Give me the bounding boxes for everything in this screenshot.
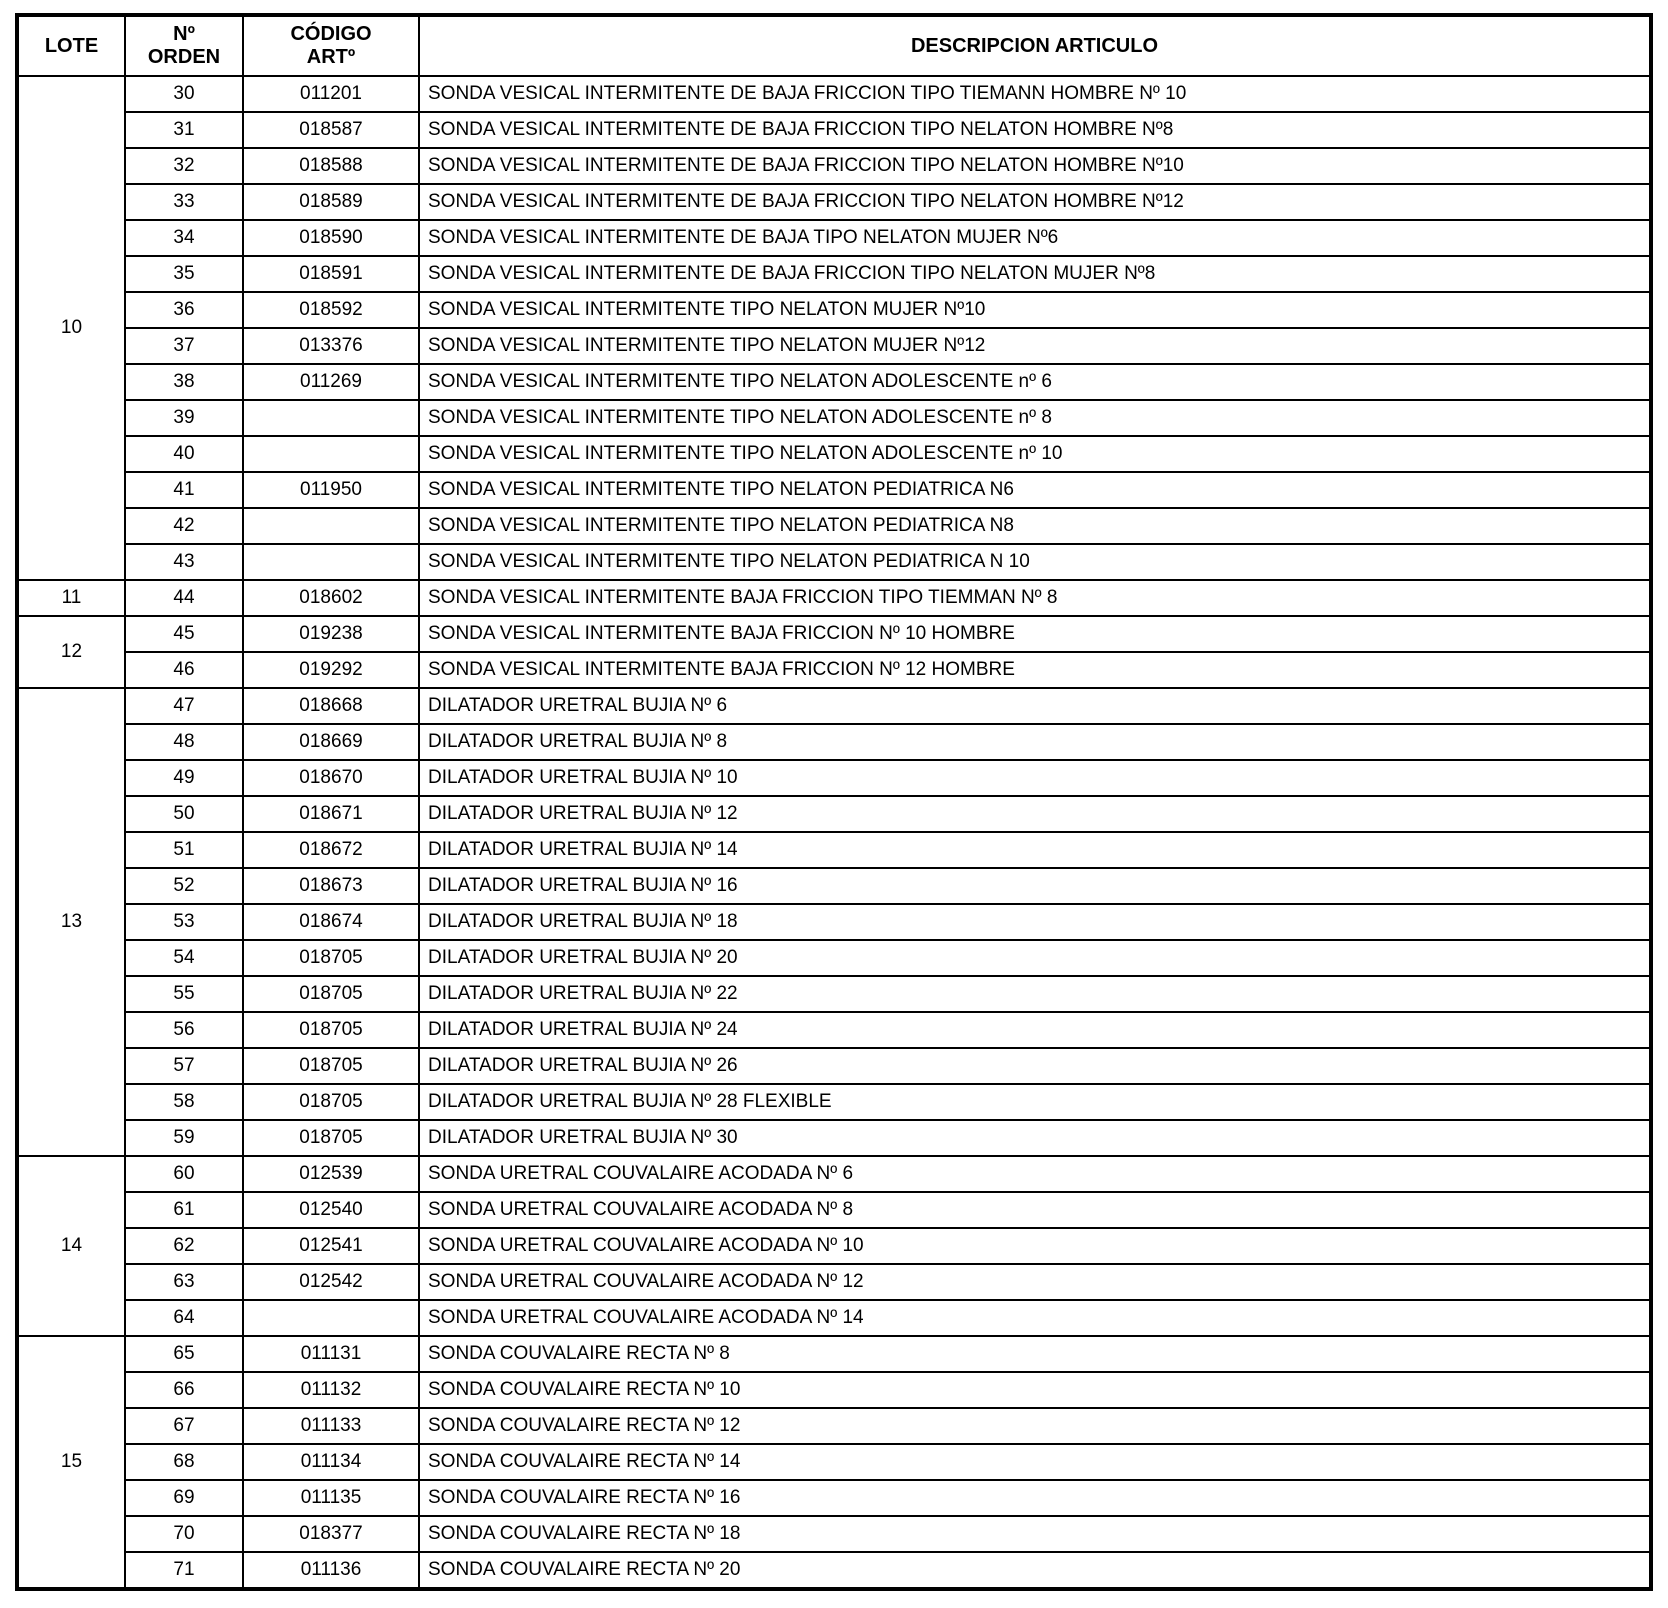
descripcion-cell: SONDA URETRAL COUVALAIRE ACODADA Nº 14 xyxy=(419,1300,1651,1336)
descripcion-cell: SONDA VESICAL INTERMITENTE TIPO NELATON ADOLESCENTE nº 10 xyxy=(419,436,1651,472)
header-cell-lote: LOTE xyxy=(17,15,125,76)
orden-cell: 53 xyxy=(125,904,243,940)
orden-cell: 70 xyxy=(125,1516,243,1552)
table-row xyxy=(17,256,1651,292)
codigo-cell: 018671 xyxy=(243,796,419,832)
descripcion-cell: DILATADOR URETRAL BUJIA Nº 10 xyxy=(419,760,1651,796)
orden-cell: 60 xyxy=(125,1156,243,1192)
codigo-cell: 018705 xyxy=(243,1084,419,1120)
table-row xyxy=(17,1336,1651,1372)
descripcion-cell: SONDA VESICAL INTERMITENTE DE BAJA FRICCION TIPO NELATON HOMBRE Nº12 xyxy=(419,184,1651,220)
orden-cell: 65 xyxy=(125,1336,243,1372)
orden-cell: 41 xyxy=(125,472,243,508)
table-row xyxy=(17,1228,1651,1264)
codigo-cell: 018668 xyxy=(243,688,419,724)
codigo-cell: 018589 xyxy=(243,184,419,220)
codigo-cell: 013376 xyxy=(243,328,419,364)
orden-cell: 34 xyxy=(125,220,243,256)
orden-cell: 68 xyxy=(125,1444,243,1480)
descripcion-cell: DILATADOR URETRAL BUJIA Nº 12 xyxy=(419,796,1651,832)
orden-cell: 31 xyxy=(125,112,243,148)
lote-cell: 10 xyxy=(17,76,125,580)
table-row xyxy=(17,364,1651,400)
table-row xyxy=(17,616,1651,652)
descripcion-cell: DILATADOR URETRAL BUJIA Nº 20 xyxy=(419,940,1651,976)
orden-cell: 55 xyxy=(125,976,243,1012)
descripcion-cell: SONDA URETRAL COUVALAIRE ACODADA Nº 6 xyxy=(419,1156,1651,1192)
codigo-cell: 018705 xyxy=(243,1120,419,1156)
codigo-cell xyxy=(243,400,419,436)
orden-cell: 37 xyxy=(125,328,243,364)
codigo-cell: 018590 xyxy=(243,220,419,256)
orden-cell: 61 xyxy=(125,1192,243,1228)
codigo-cell: 018672 xyxy=(243,832,419,868)
descripcion-cell: SONDA VESICAL INTERMITENTE DE BAJA FRICCION TIPO TIEMANN HOMBRE Nº 10 xyxy=(419,76,1651,112)
orden-cell: 66 xyxy=(125,1372,243,1408)
orden-cell: 56 xyxy=(125,1012,243,1048)
table-row xyxy=(17,652,1651,688)
table-row xyxy=(17,292,1651,328)
table-row xyxy=(17,1192,1651,1228)
codigo-cell xyxy=(243,1300,419,1336)
table-header xyxy=(17,15,1651,76)
codigo-cell: 011133 xyxy=(243,1408,419,1444)
descripcion-cell: SONDA VESICAL INTERMITENTE DE BAJA FRICCION TIPO NELATON HOMBRE Nº8 xyxy=(419,112,1651,148)
descripcion-cell: DILATADOR URETRAL BUJIA Nº 6 xyxy=(419,688,1651,724)
lote-cell: 14 xyxy=(17,1156,125,1336)
descripcion-cell: SONDA COUVALAIRE RECTA Nº 16 xyxy=(419,1480,1651,1516)
table-row xyxy=(17,724,1651,760)
orden-cell: 39 xyxy=(125,400,243,436)
descripcion-cell: SONDA VESICAL INTERMITENTE DE BAJA FRICCION TIPO NELATON MUJER Nº8 xyxy=(419,256,1651,292)
table-row xyxy=(17,76,1651,112)
orden-cell: 50 xyxy=(125,796,243,832)
table-row xyxy=(17,1084,1651,1120)
codigo-cell: 011201 xyxy=(243,76,419,112)
table-row xyxy=(17,580,1651,616)
orden-cell: 32 xyxy=(125,148,243,184)
table-row xyxy=(17,1264,1651,1300)
header-cell-codigo: CÓDIGO ARTº xyxy=(243,15,419,76)
descripcion-cell: SONDA URETRAL COUVALAIRE ACODADA Nº 10 xyxy=(419,1228,1651,1264)
codigo-cell: 018705 xyxy=(243,976,419,1012)
table-row xyxy=(17,1516,1651,1552)
table-row xyxy=(17,940,1651,976)
table-row xyxy=(17,508,1651,544)
orden-cell: 48 xyxy=(125,724,243,760)
orden-cell: 59 xyxy=(125,1120,243,1156)
table-row xyxy=(17,220,1651,256)
orden-cell: 64 xyxy=(125,1300,243,1336)
codigo-cell: 018592 xyxy=(243,292,419,328)
descripcion-cell: SONDA VESICAL INTERMITENTE TIPO NELATON PEDIATRICA N6 xyxy=(419,472,1651,508)
table-row xyxy=(17,1156,1651,1192)
table-row xyxy=(17,868,1651,904)
table-row xyxy=(17,472,1651,508)
codigo-cell: 018602 xyxy=(243,580,419,616)
codigo-cell: 019292 xyxy=(243,652,419,688)
descripcion-cell: SONDA URETRAL COUVALAIRE ACODADA Nº 12 xyxy=(419,1264,1651,1300)
orden-cell: 38 xyxy=(125,364,243,400)
codigo-cell: 012541 xyxy=(243,1228,419,1264)
lote-cell: 13 xyxy=(17,688,125,1156)
codigo-cell: 012539 xyxy=(243,1156,419,1192)
codigo-cell: 012540 xyxy=(243,1192,419,1228)
descripcion-cell: DILATADOR URETRAL BUJIA Nº 16 xyxy=(419,868,1651,904)
codigo-cell: 018705 xyxy=(243,1012,419,1048)
codigo-cell: 019238 xyxy=(243,616,419,652)
descripcion-cell: SONDA VESICAL INTERMITENTE TIPO NELATON PEDIATRICA N 10 xyxy=(419,544,1651,580)
orden-cell: 44 xyxy=(125,580,243,616)
descripcion-cell: SONDA VESICAL INTERMITENTE BAJA FRICCION Nº 12 HOMBRE xyxy=(419,652,1651,688)
descripcion-cell: DILATADOR URETRAL BUJIA Nº 26 xyxy=(419,1048,1651,1084)
lote-cell: 15 xyxy=(17,1336,125,1589)
table-row xyxy=(17,184,1651,220)
descripcion-cell: SONDA VESICAL INTERMITENTE TIPO NELATON ADOLESCENTE nº 6 xyxy=(419,364,1651,400)
table-row xyxy=(17,1444,1651,1480)
orden-cell: 40 xyxy=(125,436,243,472)
header-row xyxy=(17,15,1651,76)
codigo-cell: 018377 xyxy=(243,1516,419,1552)
descripcion-cell: SONDA COUVALAIRE RECTA Nº 20 xyxy=(419,1552,1651,1589)
table-row xyxy=(17,1480,1651,1516)
orden-cell: 42 xyxy=(125,508,243,544)
descripcion-cell: SONDA VESICAL INTERMITENTE BAJA FRICCION Nº 10 HOMBRE xyxy=(419,616,1651,652)
descripcion-cell: SONDA VESICAL INTERMITENTE TIPO NELATON MUJER Nº10 xyxy=(419,292,1651,328)
table-row xyxy=(17,112,1651,148)
orden-cell: 71 xyxy=(125,1552,243,1589)
descripcion-cell: SONDA VESICAL INTERMITENTE BAJA FRICCION TIPO TIEMMAN Nº 8 xyxy=(419,580,1651,616)
descripcion-cell: DILATADOR URETRAL BUJIA Nº 30 xyxy=(419,1120,1651,1156)
table-body xyxy=(17,76,1651,1589)
descripcion-cell: SONDA VESICAL INTERMITENTE TIPO NELATON PEDIATRICA N8 xyxy=(419,508,1651,544)
table-row xyxy=(17,976,1651,1012)
codigo-cell: 018705 xyxy=(243,1048,419,1084)
orden-cell: 46 xyxy=(125,652,243,688)
descripcion-cell: DILATADOR URETRAL BUJIA Nº 14 xyxy=(419,832,1651,868)
header-cell-descripcion: DESCRIPCION ARTICULO xyxy=(419,15,1651,76)
orden-cell: 54 xyxy=(125,940,243,976)
orden-cell: 57 xyxy=(125,1048,243,1084)
descripcion-cell: DILATADOR URETRAL BUJIA Nº 18 xyxy=(419,904,1651,940)
orden-cell: 52 xyxy=(125,868,243,904)
lote-cell: 12 xyxy=(17,616,125,688)
orden-cell: 36 xyxy=(125,292,243,328)
table-row xyxy=(17,796,1651,832)
descripcion-cell: SONDA COUVALAIRE RECTA Nº 18 xyxy=(419,1516,1651,1552)
codigo-cell: 011135 xyxy=(243,1480,419,1516)
codigo-cell xyxy=(243,508,419,544)
descripcion-cell: SONDA VESICAL INTERMITENTE DE BAJA FRICCION TIPO NELATON HOMBRE Nº10 xyxy=(419,148,1651,184)
codigo-cell: 018670 xyxy=(243,760,419,796)
orden-cell: 35 xyxy=(125,256,243,292)
orden-cell: 63 xyxy=(125,1264,243,1300)
table-row xyxy=(17,760,1651,796)
table-row xyxy=(17,400,1651,436)
descripcion-cell: SONDA URETRAL COUVALAIRE ACODADA Nº 8 xyxy=(419,1192,1651,1228)
table-row xyxy=(17,904,1651,940)
descripcion-cell: SONDA COUVALAIRE RECTA Nº 14 xyxy=(419,1444,1651,1480)
table-row xyxy=(17,1012,1651,1048)
codigo-cell: 011950 xyxy=(243,472,419,508)
codigo-cell: 018591 xyxy=(243,256,419,292)
codigo-cell xyxy=(243,544,419,580)
table-row xyxy=(17,328,1651,364)
descripcion-cell: SONDA COUVALAIRE RECTA Nº 10 xyxy=(419,1372,1651,1408)
descripcion-cell: DILATADOR URETRAL BUJIA Nº 24 xyxy=(419,1012,1651,1048)
descripcion-cell: SONDA VESICAL INTERMITENTE TIPO NELATON ADOLESCENTE nº 8 xyxy=(419,400,1651,436)
orden-cell: 69 xyxy=(125,1480,243,1516)
codigo-cell: 018674 xyxy=(243,904,419,940)
codigo-cell: 018673 xyxy=(243,868,419,904)
codigo-cell: 018669 xyxy=(243,724,419,760)
orden-cell: 47 xyxy=(125,688,243,724)
codigo-cell: 011136 xyxy=(243,1552,419,1589)
codigo-cell: 011134 xyxy=(243,1444,419,1480)
table-row xyxy=(17,1300,1651,1336)
table-row xyxy=(17,436,1651,472)
codigo-cell: 011269 xyxy=(243,364,419,400)
codigo-cell: 018705 xyxy=(243,940,419,976)
orden-cell: 43 xyxy=(125,544,243,580)
orden-cell: 30 xyxy=(125,76,243,112)
table-row xyxy=(17,1552,1651,1589)
descripcion-cell: DILATADOR URETRAL BUJIA Nº 8 xyxy=(419,724,1651,760)
descripcion-cell: SONDA COUVALAIRE RECTA Nº 12 xyxy=(419,1408,1651,1444)
lote-cell: 11 xyxy=(17,580,125,616)
codigo-cell: 011132 xyxy=(243,1372,419,1408)
codigo-cell xyxy=(243,436,419,472)
descripcion-cell: DILATADOR URETRAL BUJIA Nº 28 FLEXIBLE xyxy=(419,1084,1651,1120)
table-row xyxy=(17,1048,1651,1084)
descripcion-cell: DILATADOR URETRAL BUJIA Nº 22 xyxy=(419,976,1651,1012)
orden-cell: 62 xyxy=(125,1228,243,1264)
codigo-cell: 018588 xyxy=(243,148,419,184)
codigo-cell: 018587 xyxy=(243,112,419,148)
table-row xyxy=(17,1120,1651,1156)
orden-cell: 67 xyxy=(125,1408,243,1444)
orden-cell: 33 xyxy=(125,184,243,220)
orden-cell: 49 xyxy=(125,760,243,796)
codigo-cell: 011131 xyxy=(243,1336,419,1372)
orden-cell: 58 xyxy=(125,1084,243,1120)
table-row xyxy=(17,832,1651,868)
descripcion-cell: SONDA VESICAL INTERMITENTE TIPO NELATON MUJER Nº12 xyxy=(419,328,1651,364)
codigo-cell: 012542 xyxy=(243,1264,419,1300)
descripcion-cell: SONDA COUVALAIRE RECTA Nº 8 xyxy=(419,1336,1651,1372)
table-row xyxy=(17,688,1651,724)
orden-cell: 45 xyxy=(125,616,243,652)
orden-cell: 51 xyxy=(125,832,243,868)
header-cell-orden: Nº ORDEN xyxy=(125,15,243,76)
table-row xyxy=(17,1408,1651,1444)
articles-table xyxy=(15,13,1653,1591)
table-row xyxy=(17,544,1651,580)
table-row xyxy=(17,148,1651,184)
descripcion-cell: SONDA VESICAL INTERMITENTE DE BAJA TIPO NELATON MUJER Nº6 xyxy=(419,220,1651,256)
table-row xyxy=(17,1372,1651,1408)
